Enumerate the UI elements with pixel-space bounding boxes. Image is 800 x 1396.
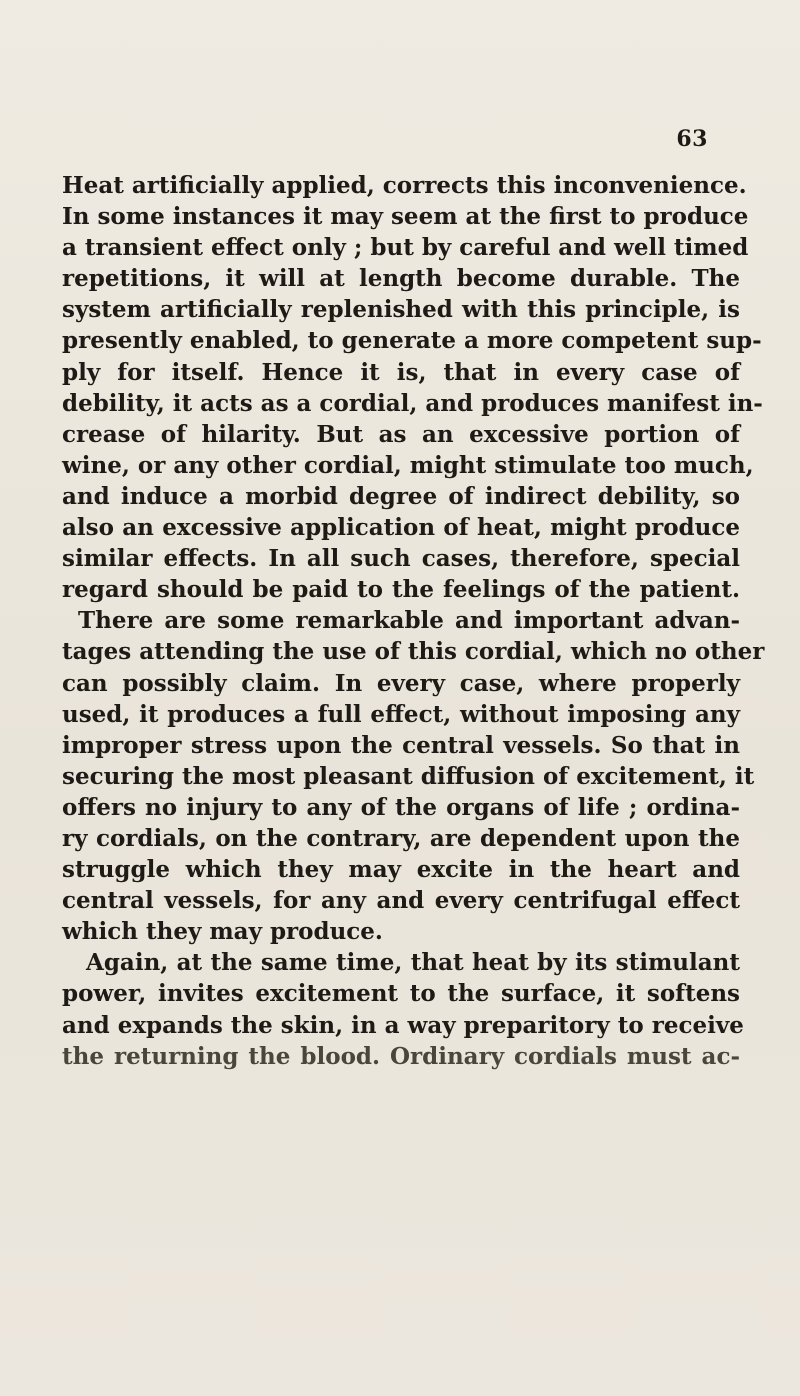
text-line: Again, at the same time, that heat by its stimulant — [86, 949, 740, 977]
text-line: central vessels, for any and every centrifugal effect — [62, 887, 740, 915]
page-number: 63 — [676, 126, 708, 152]
text-line: similar effects. In all such cases, therefore, special — [62, 545, 740, 573]
text-line: debility, it acts as a cordial, and produces manifest in- — [62, 389, 763, 417]
text-line: In some instances it may seem at the first to produce — [62, 203, 749, 231]
text-line: ply for itself. Hence it is, that in every case of — [62, 358, 740, 386]
text-line: tages attending the use of this cordial, which no other — [62, 638, 765, 666]
text-line: and induce a morbid degree of indirect debility, so — [62, 482, 740, 510]
text-line: ry cordials, on the contrary, are dependent upon the — [62, 824, 740, 852]
text-line: and expands the skin, in a way preparitory to receive — [62, 1011, 744, 1039]
text-line: improper stress upon the central vessels. So that in — [62, 731, 740, 759]
text-line: struggle which they may excite in the heart and — [62, 856, 740, 884]
text-line: a transient effect only ; but by careful and well timed — [62, 234, 749, 262]
text-line: power, invites excitement to the surface, it softens — [62, 980, 740, 1008]
text-line: presently enabled, to generate a more competent sup- — [62, 327, 762, 355]
text-line: wine, or any other cordial, might stimulate too much, — [62, 451, 754, 479]
text-line: securing the most pleasant diffusion of excitement, it — [62, 762, 755, 790]
text-line: also an excessive application of heat, might produce — [62, 514, 740, 542]
body-text — [62, 170, 765, 1072]
text-line: repetitions, it will at length become durable. The — [62, 265, 740, 293]
text-line: which they may produce. — [62, 918, 383, 946]
text-line: can possibly claim. In every case, where properly — [62, 669, 740, 697]
text-line: the returning the blood. Ordinary cordials must ac- — [62, 1042, 740, 1070]
text-line: Heat artificially applied, corrects this inconvenience. — [62, 172, 747, 199]
text-line: used, it produces a full effect, without imposing any — [62, 700, 740, 728]
text-line: There are some remarkable and important advan- — [78, 607, 740, 635]
text-line: system artificially replenished with this principle, is — [62, 296, 740, 324]
text-line: offers no injury to any of the organs of life ; ordina- — [62, 793, 740, 821]
text-line: regard should be paid to the feelings of the patient. — [62, 576, 740, 604]
text-line: crease of hilarity. But as an excessive portion of — [62, 420, 740, 448]
